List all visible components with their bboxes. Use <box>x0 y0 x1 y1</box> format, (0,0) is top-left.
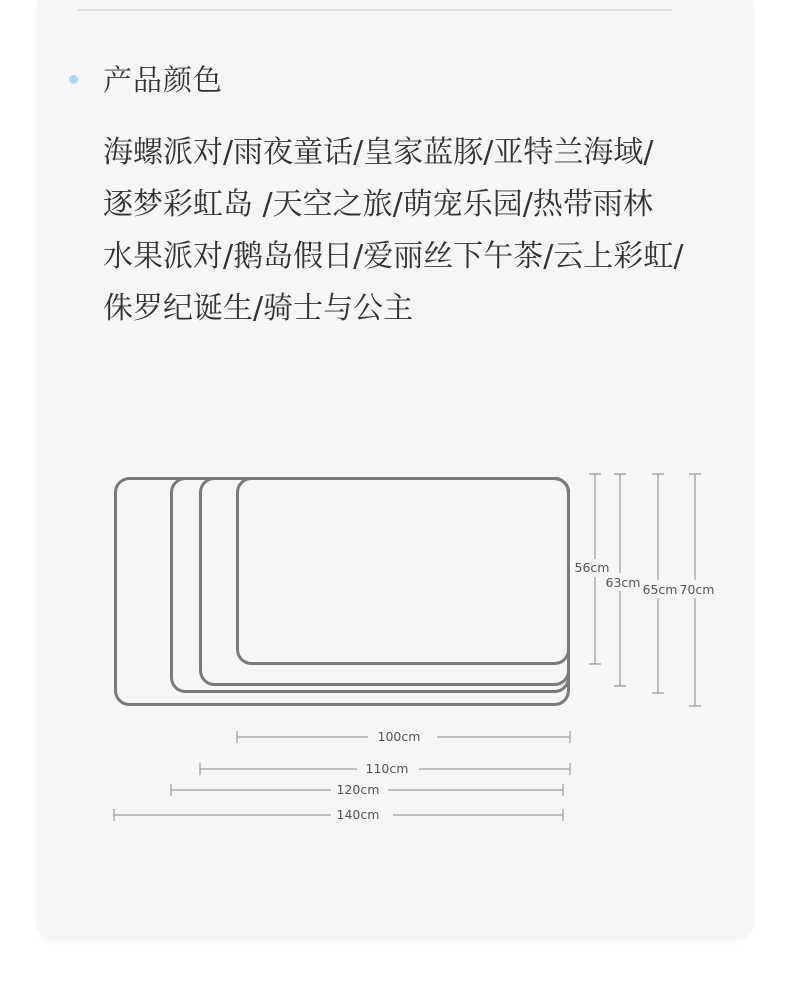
width-label-110: 110cm <box>365 761 409 776</box>
mat-outline-140x70 <box>116 479 569 705</box>
color-line-3: 水果派对/鹅岛假日/爱丽丝下午茶/云上彩虹/ <box>103 239 684 274</box>
mat-outline-120x65 <box>172 479 569 692</box>
width-label-100: 100cm <box>377 729 421 744</box>
mat-outline-100x56 <box>238 479 569 664</box>
color-line-4: 侏罗纪诞生/骑士与公主 <box>103 291 414 326</box>
width-label-120: 120cm <box>336 782 380 797</box>
width-label-140: 140cm <box>336 807 380 822</box>
section-title: 产品颜色 <box>103 63 224 97</box>
height-label-63: 63cm <box>605 575 641 590</box>
height-label-65: 65cm <box>642 582 678 597</box>
height-label-70: 70cm <box>679 582 715 597</box>
color-line-1: 海螺派对/雨夜童话/皇家蓝豚/亚特兰海域/ <box>103 135 654 170</box>
mat-outline-110x63 <box>201 479 569 685</box>
height-label-56: 56cm <box>574 560 610 575</box>
color-line-2: 逐梦彩虹岛 /天空之旅/萌宠乐园/热带雨林 <box>103 187 653 222</box>
